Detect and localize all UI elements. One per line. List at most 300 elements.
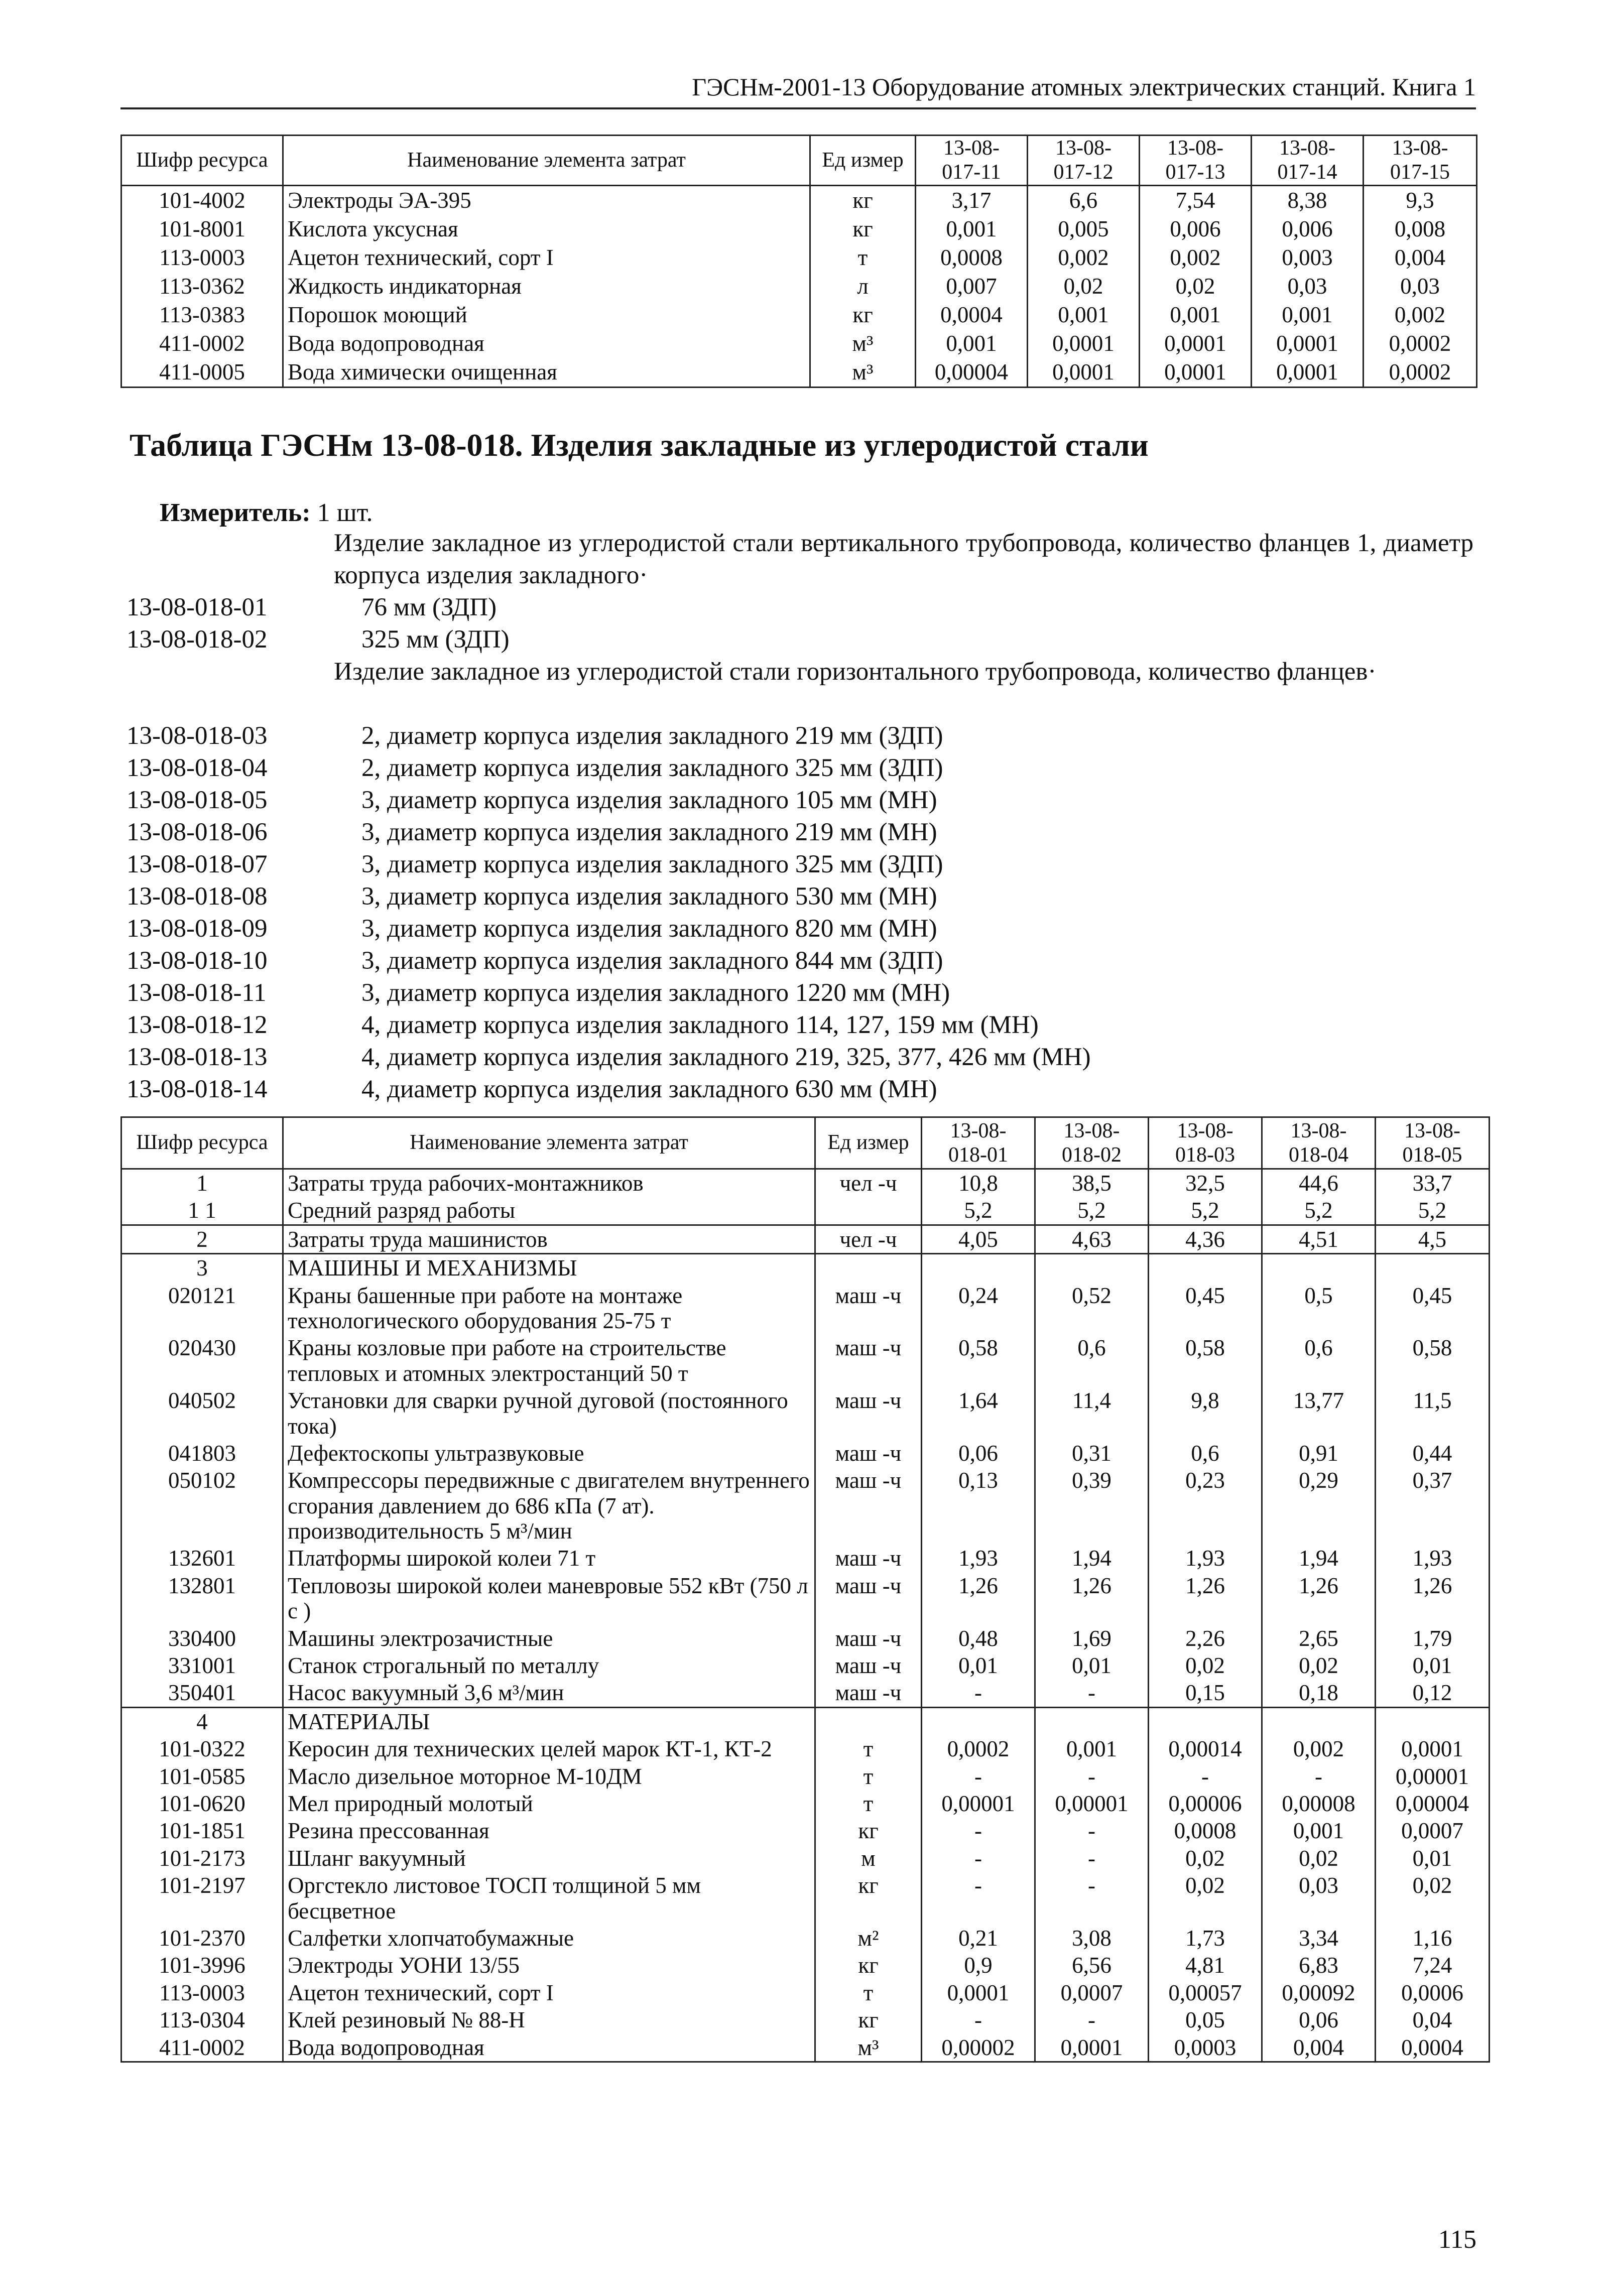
resource-name: Вода химически очищенная bbox=[283, 358, 810, 388]
resource-value: 0,00004 bbox=[916, 358, 1028, 388]
column-header: Наименование элемента затрат bbox=[283, 136, 810, 186]
resource-name: Шланг вакуумный bbox=[283, 1845, 815, 1872]
resource-unit: т bbox=[815, 1763, 922, 1790]
resource-unit: маш -ч bbox=[815, 1440, 922, 1467]
measure-line bbox=[160, 498, 373, 528]
norm-item-row bbox=[127, 720, 943, 752]
norm-item-row bbox=[127, 913, 937, 945]
norm-description: 325 мм (ЗДП) bbox=[361, 625, 510, 654]
resource-value: 0,00001 bbox=[1376, 1763, 1490, 1790]
resource-value: 0,00004 bbox=[1376, 1790, 1490, 1817]
norm-code: 13-08-018-09 bbox=[127, 915, 268, 943]
table-row bbox=[121, 329, 1477, 358]
resource-value: 0,37 bbox=[1376, 1467, 1490, 1545]
resource-value: 5,2 bbox=[1262, 1197, 1376, 1225]
norm-item-row bbox=[127, 816, 937, 848]
resource-unit: кг bbox=[810, 215, 916, 243]
resource-value: 0,00006 bbox=[1149, 1790, 1262, 1817]
resource-code: 411-0002 bbox=[121, 2034, 283, 2062]
resource-value: 0,004 bbox=[1262, 2034, 1376, 2062]
running-header bbox=[120, 70, 1476, 109]
table-row bbox=[121, 1572, 1490, 1625]
norm-code: 13-08-018-06 bbox=[127, 818, 268, 846]
resource-value: 0,006 bbox=[1140, 215, 1252, 243]
resource-name: Установки для сварки ручной дуговой (постоянного тока) bbox=[283, 1387, 815, 1440]
column-header bbox=[922, 1117, 1035, 1169]
resource-code: 101-2370 bbox=[121, 1925, 283, 1952]
norm-code: 13-08-018-07 bbox=[127, 850, 268, 878]
norm-code: 13-08-018-12 bbox=[127, 1011, 268, 1039]
resource-value: 0,45 bbox=[1376, 1282, 1490, 1335]
table-row bbox=[121, 301, 1477, 329]
resource-value: 0,0001 bbox=[1252, 358, 1364, 388]
resource-value bbox=[1035, 1254, 1149, 1282]
column-header: Ед измер bbox=[810, 136, 916, 186]
resource-value: 0,0001 bbox=[1140, 329, 1252, 358]
column-code-part: 13-08- bbox=[1392, 137, 1448, 160]
resource-code: 132601 bbox=[121, 1545, 283, 1572]
resource-code: 040502 bbox=[121, 1387, 283, 1440]
table-row bbox=[121, 185, 1477, 215]
resource-name: Салфетки хлопчатобумажные bbox=[283, 1925, 815, 1952]
resource-value: 0,02 bbox=[1262, 1652, 1376, 1679]
resource-code: 101-0585 bbox=[121, 1763, 283, 1790]
resource-value: 0,002 bbox=[1140, 243, 1252, 272]
resource-value: - bbox=[922, 1872, 1035, 1925]
norm-description: 2, диаметр корпуса изделия закладного 219 мм (ЗДП) bbox=[361, 722, 943, 750]
resource-value: 0,0001 bbox=[922, 1979, 1035, 2006]
column-code-part: 017-14 bbox=[1277, 161, 1337, 184]
resource-value: 5,2 bbox=[1149, 1197, 1262, 1225]
norm-item-row bbox=[127, 880, 937, 913]
resource-table-017 bbox=[120, 135, 1477, 388]
resource-value: - bbox=[1035, 1872, 1149, 1925]
resource-code: 113-0304 bbox=[121, 2006, 283, 2033]
resource-value: 1,26 bbox=[1376, 1572, 1490, 1625]
column-code-part: 018-01 bbox=[948, 1143, 1008, 1167]
resource-code: 411-0005 bbox=[121, 358, 283, 388]
resource-name: Платформы широкой колеи 71 т bbox=[283, 1545, 815, 1572]
resource-unit: кг bbox=[815, 1952, 922, 1979]
table-row bbox=[121, 1254, 1490, 1282]
resource-name: Клей резиновый № 88-Н bbox=[283, 2006, 815, 2033]
resource-value: 0,02 bbox=[1028, 272, 1140, 301]
resource-value: 0,02 bbox=[1262, 1845, 1376, 1872]
table-row bbox=[121, 1872, 1490, 1925]
norm-code: 13-08-018-11 bbox=[127, 979, 267, 1007]
resource-value: 0,008 bbox=[1364, 215, 1477, 243]
resource-value: 1,26 bbox=[1262, 1572, 1376, 1625]
norm-description: 3, диаметр корпуса изделия закладного 105 мм (МН) bbox=[361, 786, 937, 814]
norm-item-row bbox=[127, 752, 943, 784]
resource-value: 0,002 bbox=[1262, 1735, 1376, 1762]
norm-item-row bbox=[127, 1041, 1091, 1073]
resource-value: 10,8 bbox=[922, 1169, 1035, 1197]
table-row bbox=[121, 1790, 1490, 1817]
resource-name: Электроды УОНИ 13/55 bbox=[283, 1952, 815, 1979]
resource-value: 3,17 bbox=[916, 185, 1028, 215]
norm-description: 3, диаметр корпуса изделия закладного 530 мм (МН) bbox=[361, 882, 937, 911]
table-row bbox=[121, 1625, 1490, 1652]
resource-value: 11,4 bbox=[1035, 1387, 1149, 1440]
table-row bbox=[121, 2006, 1490, 2033]
table-row bbox=[121, 1387, 1490, 1440]
resource-value: - bbox=[1035, 1763, 1149, 1790]
resource-value: 0,0001 bbox=[1035, 2034, 1149, 2062]
resource-name: Ацетон технический, сорт I bbox=[283, 1979, 815, 2006]
column-code-part: 017-11 bbox=[942, 161, 1001, 184]
resource-name: Краны козловые при работе на строительстве тепловых и атомных электростанций 50 т bbox=[283, 1334, 815, 1387]
resource-value: - bbox=[922, 1817, 1035, 1844]
resource-value: 0,13 bbox=[922, 1467, 1035, 1545]
norm-item-row bbox=[127, 1073, 937, 1105]
column-header bbox=[1376, 1117, 1490, 1169]
resource-unit: т bbox=[815, 1790, 922, 1817]
resource-value: 0,9 bbox=[922, 1952, 1035, 1979]
resource-value: 0,15 bbox=[1149, 1679, 1262, 1707]
resource-value: 0,00092 bbox=[1262, 1979, 1376, 2006]
resource-name: Масло дизельное моторное М-10ДМ bbox=[283, 1763, 815, 1790]
resource-value: 0,0004 bbox=[916, 301, 1028, 329]
norm-item-row bbox=[127, 945, 943, 977]
resource-code: 350401 bbox=[121, 1679, 283, 1707]
column-code-part: 018-05 bbox=[1402, 1143, 1462, 1167]
resource-unit bbox=[815, 1254, 922, 1282]
resource-value: 0,001 bbox=[1035, 1735, 1149, 1762]
resource-code: 1 bbox=[121, 1169, 283, 1197]
resource-value: 1,26 bbox=[1149, 1572, 1262, 1625]
resource-name: Средний разряд работы bbox=[283, 1197, 815, 1225]
resource-value: 0,02 bbox=[1149, 1652, 1262, 1679]
resource-name: Порошок моющий bbox=[283, 301, 810, 329]
table-row bbox=[121, 1763, 1490, 1790]
resource-value: 0,29 bbox=[1262, 1467, 1376, 1545]
resource-unit: кг bbox=[810, 185, 916, 215]
resource-name: Вода водопроводная bbox=[283, 329, 810, 358]
intro-horizontal: Изделие закладное из углеродистой стали горизонтального трубопровода, количество фланцев· bbox=[334, 658, 1377, 686]
resource-value: 3,34 bbox=[1262, 1925, 1376, 1952]
resource-value: 0,0002 bbox=[922, 1735, 1035, 1762]
resource-value: 0,02 bbox=[1149, 1845, 1262, 1872]
table-row bbox=[121, 1334, 1490, 1387]
resource-name: МАШИНЫ И МЕХАНИЗМЫ bbox=[283, 1254, 815, 1282]
resource-value: 2,65 bbox=[1262, 1625, 1376, 1652]
norm-item-row bbox=[127, 591, 497, 623]
norm-description: 3, диаметр корпуса изделия закладного 820 мм (МН) bbox=[361, 915, 937, 943]
resource-code: 101-0322 bbox=[121, 1735, 283, 1762]
resource-value: 0,6 bbox=[1262, 1334, 1376, 1387]
resource-value: 1,94 bbox=[1262, 1545, 1376, 1572]
norm-item-row bbox=[127, 977, 950, 1009]
resource-value: 1,73 bbox=[1149, 1925, 1262, 1952]
resource-name: Электроды ЭА-395 bbox=[283, 185, 810, 215]
resource-value: 9,3 bbox=[1364, 185, 1477, 215]
norm-code: 13-08-018-08 bbox=[127, 882, 268, 911]
resource-code: 331001 bbox=[121, 1652, 283, 1679]
resource-value: 0,0001 bbox=[1028, 358, 1140, 388]
resource-value: 7,54 bbox=[1140, 185, 1252, 215]
resource-code: 041803 bbox=[121, 1440, 283, 1467]
norm-description: 2, диаметр корпуса изделия закладного 325 мм (ЗДП) bbox=[361, 754, 943, 782]
resource-value: 5,2 bbox=[922, 1197, 1035, 1225]
column-code-part: 018-04 bbox=[1289, 1143, 1348, 1167]
table-row bbox=[121, 2034, 1490, 2062]
resource-value bbox=[1149, 1707, 1262, 1735]
resource-value: 0,0002 bbox=[1364, 358, 1477, 388]
resource-value: 0,001 bbox=[1140, 301, 1252, 329]
resource-value: 0,00014 bbox=[1149, 1735, 1262, 1762]
norm-code: 13-08-018-01 bbox=[127, 593, 268, 621]
table-row bbox=[121, 1225, 1490, 1253]
resource-value: 0,002 bbox=[1364, 301, 1477, 329]
resource-value: 1,93 bbox=[1149, 1545, 1262, 1572]
resource-value: 0,44 bbox=[1376, 1440, 1490, 1467]
resource-code: 020430 bbox=[121, 1334, 283, 1387]
resource-value bbox=[1035, 1707, 1149, 1735]
resource-value: 0,04 bbox=[1376, 2006, 1490, 2033]
resource-value: 0,12 bbox=[1376, 1679, 1490, 1707]
resource-code: 101-4002 bbox=[121, 185, 283, 215]
resource-unit: маш -ч bbox=[815, 1334, 922, 1387]
column-code-part: 13-08- bbox=[1063, 1119, 1120, 1142]
intro-vertical: Изделие закладное из углеродистой стали вертикального трубопровода, количество фланцев 1, диаметр корпуса изделия закладного· bbox=[334, 529, 1473, 589]
resource-unit: м bbox=[815, 1845, 922, 1872]
resource-code: 101-0620 bbox=[121, 1790, 283, 1817]
resource-value: 0,00002 bbox=[922, 2034, 1035, 2062]
column-header bbox=[1149, 1117, 1262, 1169]
resource-value: 0,001 bbox=[1262, 1817, 1376, 1844]
resource-value: 0,06 bbox=[1262, 2006, 1376, 2033]
resource-value: - bbox=[1035, 1845, 1149, 1872]
table-row bbox=[121, 1197, 1490, 1225]
resource-value: 0,0004 bbox=[1376, 2034, 1490, 2062]
column-code-part: 13-08- bbox=[943, 137, 1000, 160]
resource-value: 0,01 bbox=[1035, 1652, 1149, 1679]
table-row bbox=[121, 1735, 1490, 1762]
table-row bbox=[121, 1707, 1490, 1735]
resource-value: 1,26 bbox=[922, 1572, 1035, 1625]
column-header bbox=[916, 136, 1028, 186]
resource-name: Оргстекло листовое ТОСП толщиной 5 мм бесцветное bbox=[283, 1872, 815, 1925]
resource-value: 7,24 bbox=[1376, 1952, 1490, 1979]
norm-description: 4, диаметр корпуса изделия закладного 114, 127, 159 мм (МН) bbox=[361, 1011, 1039, 1039]
column-header: Наименование элемента затрат bbox=[283, 1117, 815, 1169]
resource-name: Ацетон технический, сорт I bbox=[283, 243, 810, 272]
resource-value: 0,0007 bbox=[1035, 1979, 1149, 2006]
page-number: 115 bbox=[1438, 2225, 1476, 2254]
resource-value: 13,77 bbox=[1262, 1387, 1376, 1440]
resource-name: Краны башенные при работе на монтаже технологического оборудования 25-75 т bbox=[283, 1282, 815, 1335]
resource-value: 4,5 bbox=[1376, 1225, 1490, 1253]
resource-value: 0,0001 bbox=[1252, 329, 1364, 358]
resource-value: 0,03 bbox=[1364, 272, 1477, 301]
resource-value: 0,5 bbox=[1262, 1282, 1376, 1335]
resource-unit: чел -ч bbox=[815, 1225, 922, 1253]
resource-code: 330400 bbox=[121, 1625, 283, 1652]
resource-code: 101-8001 bbox=[121, 215, 283, 243]
resource-value: - bbox=[1262, 1763, 1376, 1790]
table-row bbox=[121, 1979, 1490, 2006]
resource-value: 0,007 bbox=[916, 272, 1028, 301]
resource-value: 0,58 bbox=[922, 1334, 1035, 1387]
norm-description: 3, диаметр корпуса изделия закладного 325 мм (ЗДП) bbox=[361, 850, 943, 878]
resource-name: Жидкость индикаторная bbox=[283, 272, 810, 301]
column-header bbox=[1262, 1117, 1376, 1169]
resource-value: - bbox=[1035, 1817, 1149, 1844]
column-code-part: 017-13 bbox=[1165, 161, 1225, 184]
resource-name: Затраты труда рабочих-монтажников bbox=[283, 1169, 815, 1197]
resource-value: 0,001 bbox=[916, 215, 1028, 243]
column-code-part: 018-03 bbox=[1175, 1143, 1235, 1167]
resource-value: - bbox=[1035, 2006, 1149, 2033]
column-code-part: 13-08- bbox=[950, 1119, 1007, 1142]
measure-label: Измеритель: bbox=[160, 498, 311, 527]
resource-value: - bbox=[1149, 1763, 1262, 1790]
resource-value: 0,00057 bbox=[1149, 1979, 1262, 2006]
resource-value: 0,005 bbox=[1028, 215, 1140, 243]
resource-value bbox=[922, 1707, 1035, 1735]
norm-code: 13-08-018-13 bbox=[127, 1043, 268, 1071]
resource-value: 0,31 bbox=[1035, 1440, 1149, 1467]
column-code-part: 13-08- bbox=[1290, 1119, 1347, 1142]
table-row bbox=[121, 1545, 1490, 1572]
resource-name: Мел природный молотый bbox=[283, 1790, 815, 1817]
resource-unit: м² bbox=[815, 1925, 922, 1952]
resource-name: Дефектоскопы ультразвуковые bbox=[283, 1440, 815, 1467]
resource-value: 0,91 bbox=[1262, 1440, 1376, 1467]
norm-description: 3, диаметр корпуса изделия закладного 844 мм (ЗДП) bbox=[361, 947, 943, 975]
resource-code: 132801 bbox=[121, 1572, 283, 1625]
resource-unit: маш -ч bbox=[815, 1545, 922, 1572]
resource-value bbox=[1376, 1707, 1490, 1735]
resource-value: 6,83 bbox=[1262, 1952, 1376, 1979]
resource-code: 4 bbox=[121, 1707, 283, 1735]
norm-code: 13-08-018-10 bbox=[127, 947, 268, 975]
resource-unit bbox=[815, 1197, 922, 1225]
resource-value: 0,05 bbox=[1149, 2006, 1262, 2033]
resource-value: 0,0002 bbox=[1364, 329, 1477, 358]
resource-value bbox=[1262, 1707, 1376, 1735]
resource-name: Тепловозы широкой колеи маневровые 552 кВт (750 л с ) bbox=[283, 1572, 815, 1625]
column-header bbox=[1035, 1117, 1149, 1169]
resource-value: 0,6 bbox=[1035, 1334, 1149, 1387]
resource-unit: л bbox=[810, 272, 916, 301]
resource-value: 38,5 bbox=[1035, 1169, 1149, 1197]
resource-value: 0,001 bbox=[916, 329, 1028, 358]
norm-description: 3, диаметр корпуса изделия закладного 219 мм (МН) bbox=[361, 818, 937, 846]
resource-unit: маш -ч bbox=[815, 1467, 922, 1545]
resource-value: 1,16 bbox=[1376, 1925, 1490, 1952]
resource-value: 8,38 bbox=[1252, 185, 1364, 215]
column-header bbox=[1252, 136, 1364, 186]
table-row bbox=[121, 1845, 1490, 1872]
column-header bbox=[1364, 136, 1477, 186]
resource-unit: маш -ч bbox=[815, 1625, 922, 1652]
column-code-part: 13-08- bbox=[1055, 137, 1111, 160]
resource-name: Керосин для технических целей марок КТ-1, КТ-2 bbox=[283, 1735, 815, 1762]
resource-value: 0,01 bbox=[1376, 1652, 1490, 1679]
resource-name: МАТЕРИАЛЫ bbox=[283, 1707, 815, 1735]
resource-unit: маш -ч bbox=[815, 1679, 922, 1707]
resource-value: 11,5 bbox=[1376, 1387, 1490, 1440]
column-header: Шифр ресурса bbox=[121, 1117, 283, 1169]
norm-description: 4, диаметр корпуса изделия закладного 630 мм (МН) bbox=[361, 1075, 937, 1103]
resource-unit: чел -ч bbox=[815, 1169, 922, 1197]
resource-value: 2,26 bbox=[1149, 1625, 1262, 1652]
norm-code: 13-08-018-05 bbox=[127, 786, 268, 814]
resource-value: 0,001 bbox=[1028, 301, 1140, 329]
resource-unit: маш -ч bbox=[815, 1282, 922, 1335]
resource-name: Вода водопроводная bbox=[283, 2034, 815, 2062]
resource-value: 0,0003 bbox=[1149, 2034, 1262, 2062]
resource-value: - bbox=[922, 1679, 1035, 1707]
resource-value: 0,21 bbox=[922, 1925, 1035, 1952]
resource-value: 0,001 bbox=[1252, 301, 1364, 329]
resource-value: 1,69 bbox=[1035, 1625, 1149, 1652]
resource-name: Станок строгальный по металлу bbox=[283, 1652, 815, 1679]
table-row bbox=[121, 243, 1477, 272]
resource-code: 113-0383 bbox=[121, 301, 283, 329]
table-row bbox=[121, 358, 1477, 388]
resource-value bbox=[1149, 1254, 1262, 1282]
resource-value: - bbox=[922, 1845, 1035, 1872]
resource-name: Резина прессованная bbox=[283, 1817, 815, 1844]
resource-unit: кг bbox=[815, 1817, 922, 1844]
resource-value: 0,0007 bbox=[1376, 1817, 1490, 1844]
resource-value: 1,93 bbox=[1376, 1545, 1490, 1572]
column-header bbox=[1140, 136, 1252, 186]
resource-value: 4,51 bbox=[1262, 1225, 1376, 1253]
resource-value: 0,02 bbox=[1140, 272, 1252, 301]
resource-value: 1,93 bbox=[922, 1545, 1035, 1572]
resource-value: 0,0006 bbox=[1376, 1979, 1490, 2006]
resource-name: Компрессоры передвижные с двигателем внутреннего сгорания давлением до 686 кПа (7 ат). производительность 5 м³/мин bbox=[283, 1467, 815, 1545]
resource-table-018 bbox=[120, 1116, 1490, 2063]
resource-value: 5,2 bbox=[1035, 1197, 1149, 1225]
resource-code: 101-3996 bbox=[121, 1952, 283, 1979]
resource-value: 4,05 bbox=[922, 1225, 1035, 1253]
resource-code: 1 1 bbox=[121, 1197, 283, 1225]
resource-value: 0,58 bbox=[1149, 1334, 1262, 1387]
resource-name: Кислота уксусная bbox=[283, 215, 810, 243]
resource-unit: кг bbox=[815, 2006, 922, 2033]
resource-unit: м³ bbox=[815, 2034, 922, 2062]
norm-description: 4, диаметр корпуса изделия закладного 219, 325, 377, 426 мм (МН) bbox=[361, 1043, 1091, 1071]
resource-value: 0,52 bbox=[1035, 1282, 1149, 1335]
resource-value: 0,0001 bbox=[1028, 329, 1140, 358]
resource-value: 0,24 bbox=[922, 1282, 1035, 1335]
norm-description: 76 мм (ЗДП) bbox=[361, 593, 497, 621]
table-row bbox=[121, 215, 1477, 243]
resource-unit: кг bbox=[810, 301, 916, 329]
resource-unit: маш -ч bbox=[815, 1652, 922, 1679]
resource-value: 0,18 bbox=[1262, 1679, 1376, 1707]
column-header: Шифр ресурса bbox=[121, 136, 283, 186]
norm-code: 13-08-018-02 bbox=[127, 625, 268, 654]
resource-unit bbox=[815, 1707, 922, 1735]
resource-value: 0,0008 bbox=[916, 243, 1028, 272]
resource-value: 0,003 bbox=[1252, 243, 1364, 272]
resource-value: - bbox=[922, 2006, 1035, 2033]
column-header bbox=[1028, 136, 1140, 186]
resource-code: 101-1851 bbox=[121, 1817, 283, 1844]
column-code-part: 13-08- bbox=[1177, 1119, 1233, 1142]
resource-value: 44,6 bbox=[1262, 1169, 1376, 1197]
resource-code: 3 bbox=[121, 1254, 283, 1282]
column-code-part: 13-08- bbox=[1404, 1119, 1460, 1142]
resource-value: 9,8 bbox=[1149, 1387, 1262, 1440]
resource-value: 0,39 bbox=[1035, 1467, 1149, 1545]
